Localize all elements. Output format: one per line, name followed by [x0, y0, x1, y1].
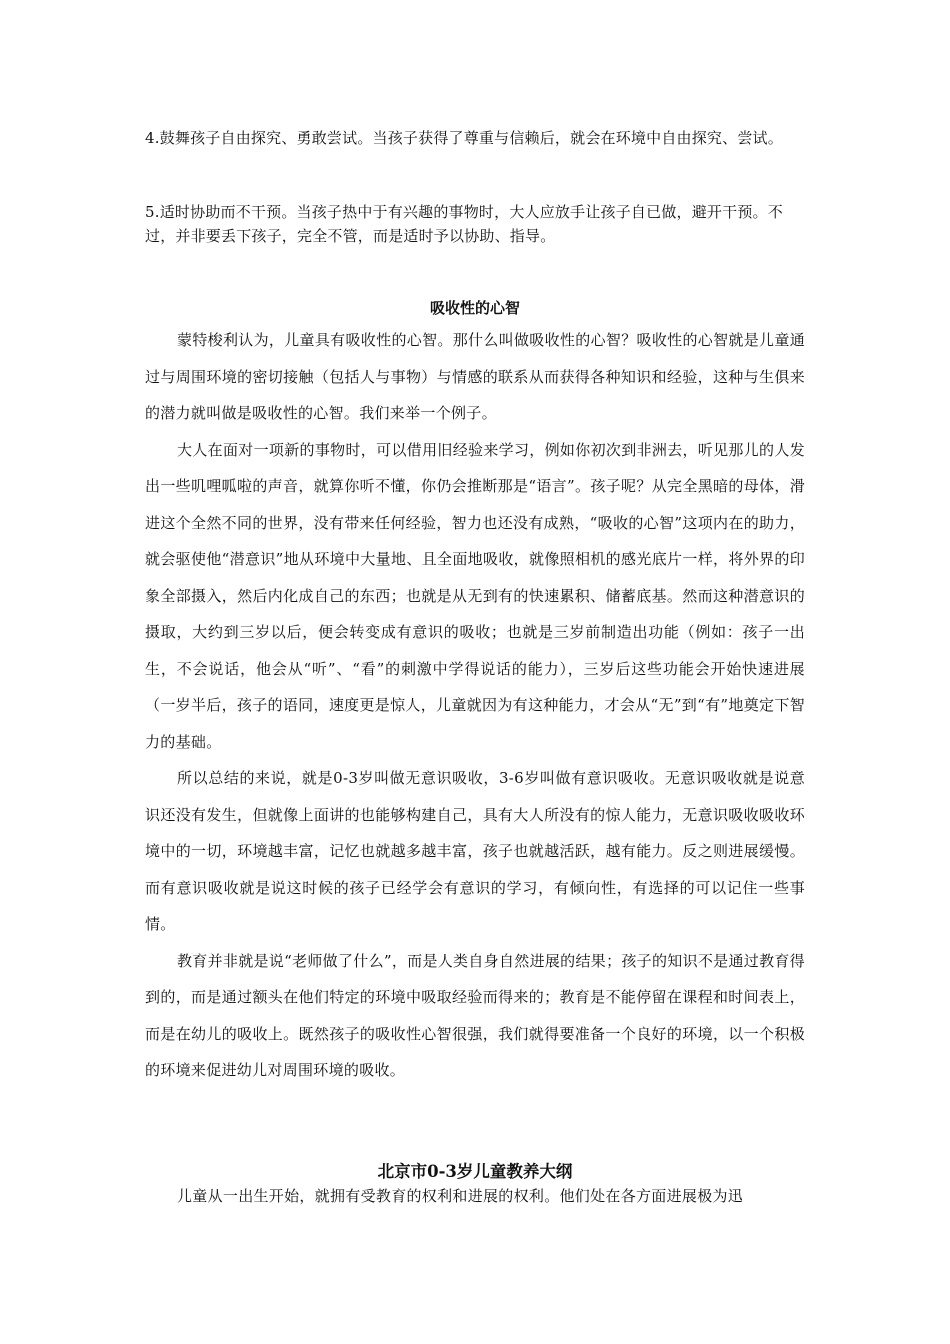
list-item-number: 5. [145, 203, 160, 221]
list-item-4 [145, 126, 805, 150]
list-item-5 [145, 200, 805, 248]
section-title-absorbent-mind: 吸收性的心智 [429, 299, 520, 317]
section-body-beijing-outline [145, 1178, 805, 1215]
paragraph: 儿童从一出生开始，就拥有受教育的权利和进展的权利。他们处在各方面进展极为迅 [177, 1187, 744, 1205]
paragraph: 所以总结的来说，就是0-3岁叫做无意识吸收，3-6岁叫做有意识吸收。无意识吸收就是说意识还没有发生，但就像上面讲的也能够构建自己，具有大人所没有的惊人能力，无意识吸收吸收环境中的一切，环境越丰富，记忆也就越多越丰富，孩子也就越活跃，越有能力。反之则进展缓慢。而有意识吸收就是说这时候的孩子已经学会有意识的学习，有倾向性，有选择的可以记住一些事情。 [145, 769, 805, 933]
paragraph: 蒙特梭利认为，儿童具有吸收性的心智。那什么叫做吸收性的心智？吸收性的心智就是儿童通过与周围环境的密切接触（包括人与事物）与情感的联系从而获得各种知识和经验，这种与生俱来的潜力就叫做是吸收性的心智。我们来举一个例子。 [145, 331, 805, 422]
section-title-beijing-outline: 北京市0-3岁儿童教养大纲 [377, 1162, 573, 1181]
paragraph: 大人在面对一项新的事物时，可以借用旧经验来学习，例如你初次到非洲去，听见那儿的人发出一些叽哩呱啦的声音，就算你听不懂，你仍会推断那是“语言”。孩子呢？从完全黑暗的母体，滑进这个全然不同的世界，没有带来任何经验，智力也还没有成熟，“吸收的心智”这项内在的助力，就会驱使他“潜意识”地从环境中大量地、且全面地吸收，就像照相机的感光底片一样，将外界的印象全部摄入，然后内化成自己的东西；也就是从无到有的快速累积、储蓄底基。然而这种潜意识的摄取，大约到三岁以后，便会转变成有意识的吸收；也就是三岁前制造出功能（例如：孩子一出生，不会说话，他会从“听”、“看”的刺激中学得说话的能力），三岁后这些功能会开始快速进展（一岁半后，孩子的语同，速度更是惊人，儿童就因为有这种能力，才会从“无”到“有”地奠定下智力的基础。 [145, 440, 805, 751]
list-item-text: 适时协助而不干预。当孩子热中于有兴趣的事物时，大人应放手让孩子自已做，避开干预。不过，并非要丢下孩子，完全不管，而是适时予以协助、指导。 [145, 203, 783, 245]
list-item-number: 4. [145, 129, 160, 147]
list-item-text: 鼓舞孩子自由探究、勇敢尝试。当孩子获得了尊重与信赖后，就会在环境中自由探究、尝试。 [159, 129, 783, 147]
section-body-absorbent-mind [145, 322, 805, 1089]
paragraph: 教育并非就是说“老师做了什么”，而是人类自身自然进展的结果；孩子的知识不是通过教育得到的，而是通过额头在他们特定的环境中吸取经验而得来的；教育是不能停留在课程和时间表上，而是在幼儿的吸收上。既然孩子的吸收性心智很强，我们就得要准备一个良好的环境，以一个积极的环境来促进幼儿对周围环境的吸收。 [145, 951, 805, 1079]
